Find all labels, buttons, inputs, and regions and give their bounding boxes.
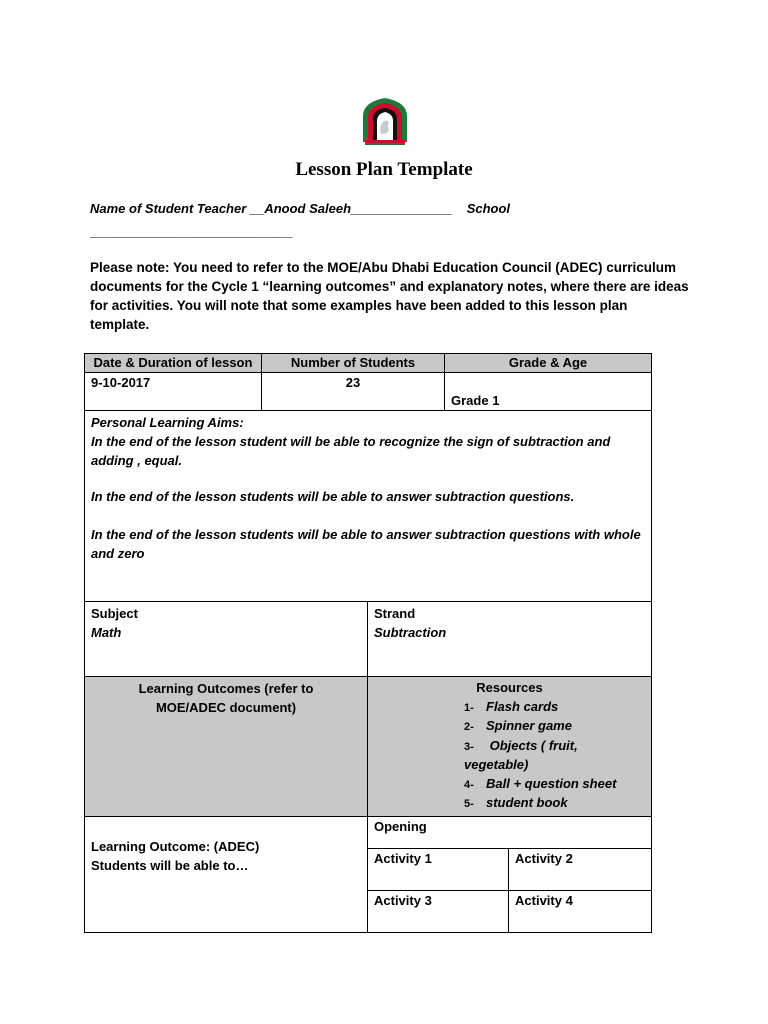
date-value: 9-10-2017: [85, 373, 262, 411]
header-date-duration: Date & Duration of lesson: [85, 354, 262, 373]
resource-item: 4- Ball + question sheet: [464, 775, 617, 791]
lesson-plan-table: [84, 353, 652, 933]
aims-label: Personal Learning Aims:: [91, 415, 244, 430]
students-value: 23: [262, 373, 445, 411]
learning-outcome-cell: [85, 816, 368, 932]
activity-2-cell: Activity 2: [509, 848, 652, 890]
opening-cell: Opening: [368, 816, 652, 848]
outcome-text: Students will be able to…: [91, 857, 249, 873]
activity-4-cell: Activity 4: [509, 890, 652, 932]
header-grade-age: Grade & Age: [445, 354, 652, 373]
strand-value: Subtraction: [374, 625, 447, 640]
instructions-note: Please note: You need to refer to the MOE/Abu Dhabi Education Council (ADEC) curriculum documents for the Cycle 1 “learning outcomes” and explanatory notes, where there are ideas for activities. You will note that some examples have been added to this lesson plan template.: [90, 260, 689, 332]
aim-3: In the end of the lesson students will be able to answer subtraction questions with whole and zero: [91, 527, 641, 561]
outcome-label: Learning Outcome: (ADEC): [91, 838, 260, 854]
subject-cell: [85, 602, 368, 677]
resources-cell: [368, 677, 652, 817]
resource-item: 5- student book: [464, 795, 568, 810]
strand-cell: [368, 602, 652, 677]
resource-item: 1- Flash cards: [464, 698, 559, 714]
activity-3-cell: Activity 3: [368, 890, 509, 932]
aim-1: In the end of the lesson student will be able to recognize the sign of subtraction and adding , equal.: [91, 434, 611, 468]
aim-2: In the end of the lesson students will be able to answer subtraction questions.: [91, 489, 575, 504]
learning-outcomes-header: Learning Outcomes (refer to MOE/ADEC document): [85, 677, 368, 817]
learning-aims-cell: [85, 411, 652, 602]
resource-item: 3- Objects ( fruit, vegetable): [464, 737, 578, 772]
page-title: Lesson Plan Template: [295, 159, 473, 180]
strand-label: Strand: [374, 606, 416, 621]
subject-label: Subject: [91, 606, 138, 621]
grade-value: Grade 1: [445, 373, 652, 411]
header-number-of-students: Number of Students: [262, 354, 445, 373]
student-teacher-line: Name of Student Teacher __Anood Saleeh______________ School: [90, 201, 511, 216]
resource-item: 2- Spinner game: [464, 718, 572, 733]
subject-value: Math: [91, 625, 122, 640]
resources-list: [374, 698, 645, 814]
resources-label: Resources: [476, 680, 543, 695]
activity-1-cell: Activity 1: [368, 848, 509, 890]
school-logo: [359, 96, 411, 148]
school-underline: ____________________________: [90, 224, 293, 239]
